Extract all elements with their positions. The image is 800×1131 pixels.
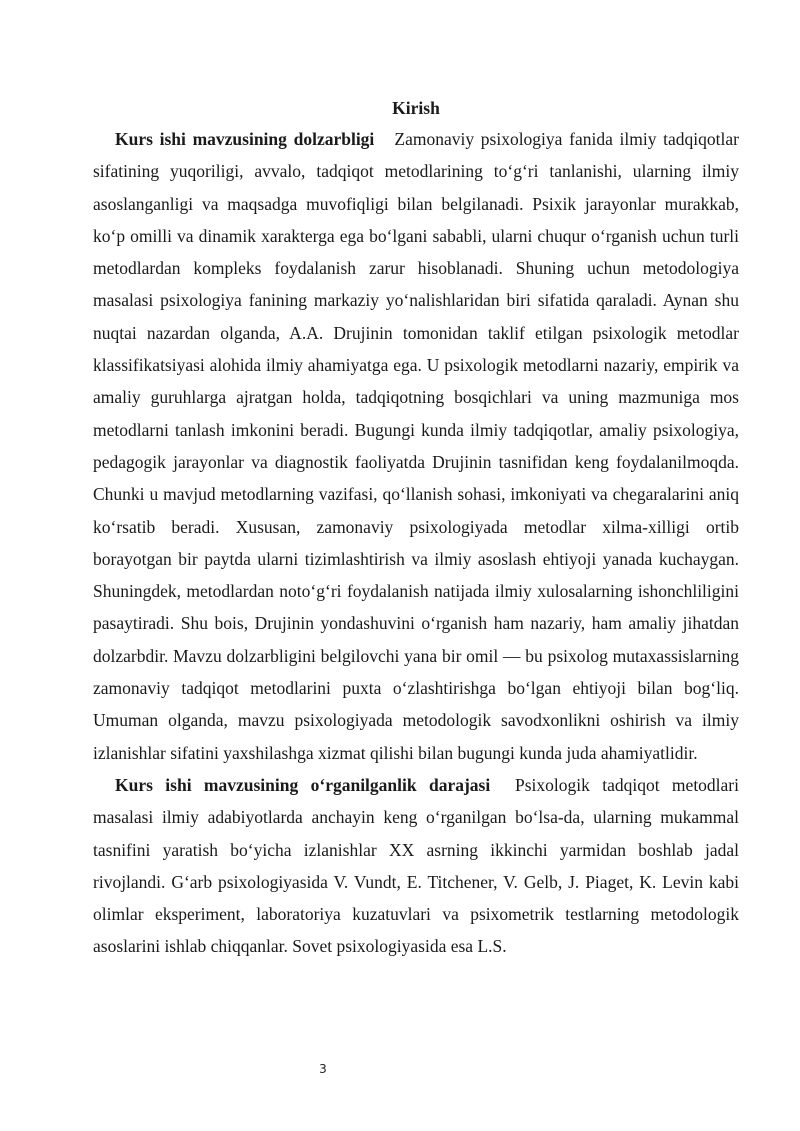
paragraph-lead: Kurs ishi mavzusining dolzarbligi <box>115 129 375 149</box>
paragraph-body: Psixologik tadqiqot metodlari masalasi ilmiy adabiyotlarda anchayin keng o‘rganilgan bo‘lsa-da, ularning mukammal tasnifini yaratish bo‘yicha izlanishlar XX asrning ikkinchi yarmidan boshlab jadal rivojlandi. G‘arb psixologiyasida V. Vundt, E. Titchener, V. Gelb, J. Piaget, K. Levin kabi olimlar eksperiment, laboratoriya kuzatuvlari va psixometrik testlarning metodologik asoslarini ishlab chiqqanlar. Sovet psixologiyasida esa L.S. <box>93 774 739 957</box>
document-page <box>93 93 739 963</box>
section-title: Kirish <box>392 98 440 118</box>
page-number: 3 <box>319 1062 327 1076</box>
paragraph-relevance <box>93 123 739 769</box>
paragraph-study-level <box>93 769 739 963</box>
paragraph-body: Zamonaviy psixologiya fanida ilmiy tadqiqotlar sifatining yuqoriligi, avvalo, tadqiqot metodlarining to‘g‘ri tanlanishi, ularning ilmiy asoslanganligi va maqsadga muvofiqligi bilan belgilanadi. Psixik jarayonlar murakkab, ko‘p omilli va dinamik xarakterga ega bo‘lgani sababli, ularni chuqur o‘rganish uchun turli metodlardan kompleks foydalanish zarur hisoblanadi. Shuning uchun metodologiya masalasi psixologiya fanining markaziy yo‘nalishlaridan biri sifatida qaraladi. Aynan shu nuqtai nazardan olganda, A.A. Drujinin tomonidan taklif etilgan psixologik metodlar klassifikatsiyasi alohida ilmiy ahamiyatga ega. U psixologik metodlarni nazariy, empirik va amaliy guruhlarga ajratgan holda, tadqiqotning bosqichlari va uning mazmuniga mos metodlarni tanlash imkonini beradi. Bugungi kunda ilmiy tadqiqotlar, amaliy psixologiya, pedagogik jarayonlar va diagnostik faoliyatda Drujinin tasnifidan keng foydalanilmoqda. Chunki u mavjud metodlarning vazifasi, qo‘llanish sohasi, imkoniyati va chegaralarini aniq ko‘rsatib beradi. Xususan, zamonaviy psixologiyada metodlar xilma-xilligi ortib borayotgan bir paytda ularni tizimlashtirish va ilmiy asoslash ehtiyoji yanada kuchaygan. Shuningdek, metodlardan noto‘g‘ri foydalanish natijada ilmiy xulosalarning ishonchliligini pasaytiradi. Shu bois, Drujinin yondashuvini o‘rganish ham nazariy, ham amaliy jihatdan dolzarbdir. Mavzu dolzarbligini belgilovchi yana bir omil — bu psixolog mutaxassislarning zamonaviy tadqiqot metodlarini puxta o‘zlashtirishga bo‘lgan ehtiyoji bilan bog‘liq. Umuman olganda, mavzu psixologiyada metodologik savodxonlikni oshirish va ilmiy izlanishlar sifatini yaxshilashga xizmat qilishi bilan bugungi kunda juda ahamiyatlidir. <box>93 129 739 763</box>
paragraph-lead: Kurs ishi mavzusining o‘rganilganlik darajasi <box>115 774 491 795</box>
